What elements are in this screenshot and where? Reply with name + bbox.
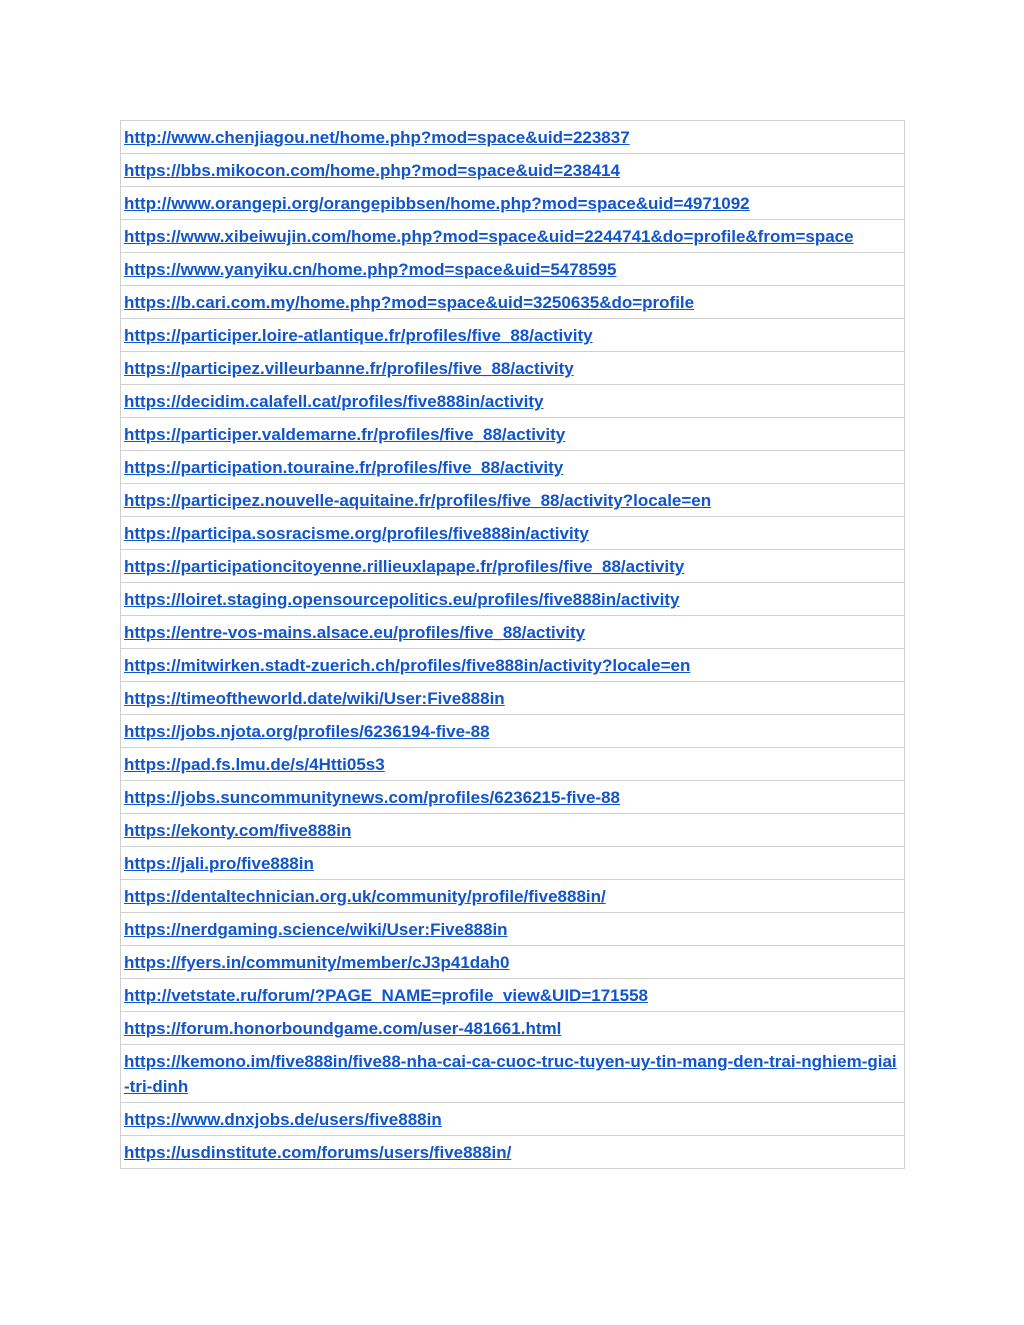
link-cell [121, 451, 905, 484]
profile-link[interactable]: http://www.chenjiagou.net/home.php?mod=space&uid=223837 [124, 128, 630, 147]
link-cell [121, 1012, 905, 1045]
profile-link[interactable]: https://jobs.njota.org/profiles/6236194-five-88 [124, 722, 490, 741]
link-row [121, 319, 905, 352]
link-row [121, 616, 905, 649]
link-cell [121, 319, 905, 352]
links-table [120, 120, 905, 1169]
profile-link[interactable]: https://entre-vos-mains.alsace.eu/profiles/five_88/activity [124, 623, 586, 642]
link-row [121, 1136, 905, 1169]
link-row [121, 880, 905, 913]
profile-link[interactable]: http://www.orangepi.org/orangepibbsen/home.php?mod=space&uid=4971092 [124, 194, 750, 213]
link-row [121, 583, 905, 616]
link-cell [121, 121, 905, 154]
profile-link[interactable]: https://www.dnxjobs.de/users/five888in [124, 1110, 442, 1129]
link-row [121, 913, 905, 946]
profile-link[interactable]: https://www.yanyiku.cn/home.php?mod=space&uid=5478595 [124, 260, 617, 279]
link-row [121, 121, 905, 154]
profile-link[interactable]: https://participation.touraine.fr/profiles/five_88/activity [124, 458, 564, 477]
profile-link[interactable]: https://ekonty.com/five888in [124, 821, 352, 840]
profile-link[interactable]: https://participer.loire-atlantique.fr/profiles/five_88/activity [124, 326, 593, 345]
link-cell [121, 418, 905, 451]
link-cell [121, 781, 905, 814]
profile-link[interactable]: https://participa.sosracisme.org/profiles/five888in/activity [124, 524, 589, 543]
profile-link[interactable]: https://usdinstitute.com/forums/users/five888in/ [124, 1143, 512, 1162]
link-row [121, 352, 905, 385]
link-row [121, 1012, 905, 1045]
link-cell [121, 352, 905, 385]
link-row [121, 418, 905, 451]
link-row [121, 682, 905, 715]
profile-link[interactable]: https://participationcitoyenne.rillieuxlapape.fr/profiles/five_88/activity [124, 557, 685, 576]
link-cell [121, 1045, 905, 1103]
link-row [121, 385, 905, 418]
link-cell [121, 1103, 905, 1136]
link-cell [121, 517, 905, 550]
link-cell [121, 649, 905, 682]
link-cell [121, 154, 905, 187]
profile-link[interactable]: https://timeoftheworld.date/wiki/User:Five888in [124, 689, 505, 708]
profile-link[interactable]: https://participez.nouvelle-aquitaine.fr/profiles/five_88/activity?locale=en [124, 491, 712, 510]
link-cell [121, 187, 905, 220]
profile-link[interactable]: https://fyers.in/community/member/cJ3p41dah0 [124, 953, 510, 972]
link-cell [121, 913, 905, 946]
profile-link[interactable]: https://jobs.suncommunitynews.com/profiles/6236215-five-88 [124, 788, 620, 807]
link-row [121, 847, 905, 880]
link-cell [121, 847, 905, 880]
link-cell [121, 814, 905, 847]
profile-link[interactable]: https://b.cari.com.my/home.php?mod=space&uid=3250635&do=profile [124, 293, 695, 312]
link-row [121, 253, 905, 286]
link-row [121, 187, 905, 220]
link-row [121, 220, 905, 253]
profile-link[interactable]: https://kemono.im/five888in/five88-nha-cai-ca-cuoc-truc-tuyen-uy-tin-mang-den-trai-nghiem-giai-tri-dinh [124, 1052, 897, 1096]
profile-link[interactable]: https://decidim.calafell.cat/profiles/five888in/activity [124, 392, 544, 411]
link-cell [121, 253, 905, 286]
profile-link[interactable]: https://bbs.mikocon.com/home.php?mod=space&uid=238414 [124, 161, 620, 180]
link-row [121, 649, 905, 682]
link-cell [121, 220, 905, 253]
link-row [121, 517, 905, 550]
link-row [121, 1045, 905, 1103]
link-cell [121, 616, 905, 649]
profile-link[interactable]: https://participer.valdemarne.fr/profiles/five_88/activity [124, 425, 566, 444]
link-cell [121, 748, 905, 781]
link-cell [121, 1136, 905, 1169]
link-row [121, 550, 905, 583]
profile-link[interactable]: http://vetstate.ru/forum/?PAGE_NAME=profile_view&UID=171558 [124, 986, 648, 1005]
link-row [121, 715, 905, 748]
link-row [121, 748, 905, 781]
profile-link[interactable]: https://nerdgaming.science/wiki/User:Five888in [124, 920, 508, 939]
link-row [121, 946, 905, 979]
link-cell [121, 979, 905, 1012]
profile-link[interactable]: https://participez.villeurbanne.fr/profiles/five_88/activity [124, 359, 574, 378]
link-row [121, 781, 905, 814]
link-cell [121, 682, 905, 715]
link-cell [121, 484, 905, 517]
link-row [121, 979, 905, 1012]
links-table-body [121, 121, 905, 1169]
link-cell [121, 880, 905, 913]
link-cell [121, 946, 905, 979]
profile-link[interactable]: https://mitwirken.stadt-zuerich.ch/profiles/five888in/activity?locale=en [124, 656, 691, 675]
link-row [121, 814, 905, 847]
link-cell [121, 385, 905, 418]
link-row [121, 484, 905, 517]
link-cell [121, 583, 905, 616]
link-row [121, 154, 905, 187]
profile-link[interactable]: https://forum.honorboundgame.com/user-481661.html [124, 1019, 562, 1038]
profile-link[interactable]: https://dentaltechnician.org.uk/community/profile/five888in/ [124, 887, 606, 906]
link-cell [121, 550, 905, 583]
link-row [121, 1103, 905, 1136]
link-cell [121, 286, 905, 319]
profile-link[interactable]: https://pad.fs.lmu.de/s/4Htti05s3 [124, 755, 385, 774]
profile-link[interactable]: https://www.xibeiwujin.com/home.php?mod=space&uid=2244741&do=profile&from=space [124, 227, 854, 246]
link-row [121, 286, 905, 319]
link-cell [121, 715, 905, 748]
profile-link[interactable]: https://jali.pro/five888in [124, 854, 314, 873]
link-row [121, 451, 905, 484]
profile-link[interactable]: https://loiret.staging.opensourcepolitics.eu/profiles/five888in/activity [124, 590, 680, 609]
